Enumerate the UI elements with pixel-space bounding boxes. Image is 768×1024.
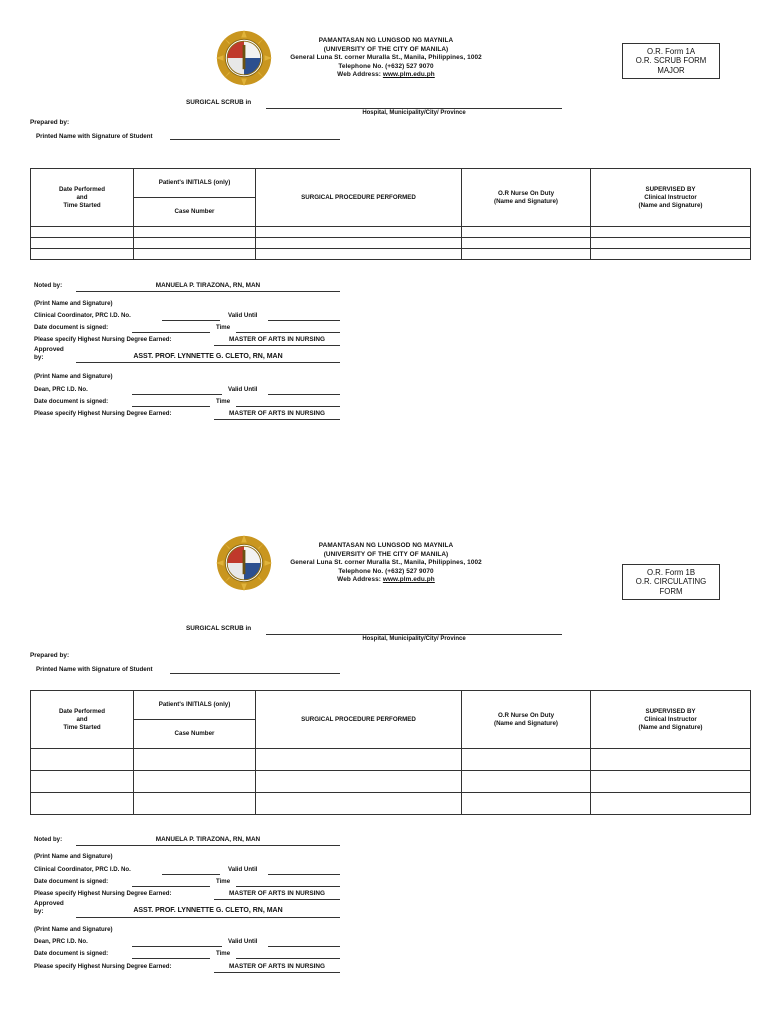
table-cell[interactable]	[591, 227, 751, 238]
approved-by-name: ASST. PROF. LYNNETTE G. CLETO, RN, MAN	[133, 907, 283, 914]
clinical-coordinator-label: Clinical Coordinator, PRC I.D. No.	[34, 866, 131, 873]
dean-degree-field[interactable]	[214, 972, 340, 973]
table-cell[interactable]	[31, 793, 134, 815]
web-url[interactable]: www.plm.edu.ph	[382, 576, 435, 584]
table-cell[interactable]	[462, 771, 591, 793]
table-cell[interactable]	[134, 749, 256, 771]
dean-time-field[interactable]	[236, 406, 340, 407]
surgical-scrub-label: SURGICAL SCRUB in	[186, 625, 252, 632]
table-row	[31, 249, 751, 260]
hospital-caption: Hospital, Municipality/City/ Province	[362, 110, 466, 116]
valid-until-label: Valid Until	[228, 312, 258, 319]
print-name-signature-label: (Print Name and Signature)	[34, 853, 113, 860]
case-number-header: Case Number	[134, 720, 256, 749]
university-telephone: Telephone No. (+632) 527 9070	[338, 567, 434, 575]
form-code-box	[622, 564, 720, 600]
noted-by-field[interactable]	[76, 291, 340, 292]
form-code-line2: O.R. CIRCULATING	[635, 577, 707, 587]
dean-prc-label: Dean, PRC I.D. No.	[34, 386, 88, 393]
table-cell[interactable]	[134, 227, 256, 238]
print-name-signature-label: (Print Name and Signature)	[34, 300, 113, 307]
coordinator-valid-until-field[interactable]	[268, 874, 340, 875]
table-cell[interactable]	[134, 793, 256, 815]
patient-initials-header: Patient's INITIALS (only)	[134, 169, 256, 198]
plm-seal-icon	[216, 30, 272, 86]
table-cell[interactable]	[134, 238, 256, 249]
degree-question-label: Please specify Highest Nursing Degree Earned:	[34, 890, 172, 897]
coordinator-time-field[interactable]	[236, 332, 340, 333]
table-cell[interactable]	[256, 238, 462, 249]
table-cell[interactable]	[256, 793, 462, 815]
table-cell[interactable]	[256, 227, 462, 238]
dean-prc-field[interactable]	[132, 946, 222, 947]
table-cell[interactable]	[31, 771, 134, 793]
time-label: Time	[216, 324, 231, 331]
table-cell[interactable]	[31, 249, 134, 260]
procedure-header: SURGICAL PROCEDURE PERFORMED	[256, 691, 462, 749]
dean-degree-value: MASTER OF ARTS IN NURSING	[229, 410, 325, 417]
approved-by-field[interactable]	[76, 917, 340, 918]
approved-by-name: ASST. PROF. LYNNETTE G. CLETO, RN, MAN	[133, 353, 283, 360]
date-signed-label: Date document is signed:	[34, 324, 109, 331]
web-url[interactable]: www.plm.edu.ph	[382, 71, 435, 79]
degree-field[interactable]	[214, 345, 340, 346]
noted-by-name: MANUELA P. TIRAZONA, RN, MAN	[155, 836, 261, 843]
form-code-line3: FORM	[659, 586, 683, 596]
student-signature-field[interactable]	[170, 139, 340, 140]
table-cell[interactable]	[591, 771, 751, 793]
dean-time-label: Time	[216, 398, 231, 405]
form-code-line1: O.R. Form 1A	[646, 47, 696, 56]
university-web	[276, 576, 496, 585]
noted-by-field[interactable]	[76, 845, 340, 846]
coordinator-time-field[interactable]	[236, 886, 340, 887]
table-cell[interactable]	[462, 249, 591, 260]
plm-seal-icon	[216, 535, 272, 591]
table-cell[interactable]	[256, 249, 462, 260]
table-row	[31, 238, 751, 249]
surgical-scrub-label: SURGICAL SCRUB in	[186, 99, 252, 106]
coordinator-date-field[interactable]	[132, 886, 210, 887]
procedure-table	[30, 168, 751, 260]
university-header	[276, 37, 496, 80]
table-row	[31, 227, 751, 238]
printed-name-label: Printed Name with Signature of Student	[36, 133, 153, 140]
table-cell[interactable]	[31, 238, 134, 249]
approved-by-field[interactable]	[76, 362, 340, 363]
dean-degree-question-label: Please specify Highest Nursing Degree Earned:	[34, 410, 172, 417]
supervised-by-header: SUPERVISED BY Clinical Instructor (Name and Signature)	[591, 169, 751, 227]
table-cell[interactable]	[591, 749, 751, 771]
university-name-tl: PAMANTASAN NG LUNGSOD NG MAYNILA	[318, 37, 454, 44]
form-code-box	[622, 43, 720, 79]
university-header	[276, 542, 496, 585]
prepared-by-label: Prepared by:	[30, 652, 70, 659]
table-row	[31, 771, 751, 793]
dean-prc-field[interactable]	[132, 394, 222, 395]
supervised-by-header: SUPERVISED BY Clinical Instructor (Name and Signature)	[591, 691, 751, 749]
table-cell[interactable]	[134, 771, 256, 793]
dean-print-name-label: (Print Name and Signature)	[34, 373, 113, 380]
procedure-table	[30, 690, 751, 815]
noted-by-label: Noted by:	[34, 836, 63, 843]
dean-valid-until-field[interactable]	[268, 394, 340, 395]
date-signed-label: Date document is signed:	[34, 878, 109, 885]
dean-date-field[interactable]	[132, 958, 210, 959]
degree-question-label: Please specify Highest Nursing Degree Earned:	[34, 336, 172, 343]
table-row	[31, 749, 751, 771]
table-cell[interactable]	[256, 749, 462, 771]
form-code-line3: MAJOR	[657, 65, 685, 75]
table-cell[interactable]	[462, 793, 591, 815]
case-number-header: Case Number	[134, 198, 256, 227]
dean-degree-question-label: Please specify Highest Nursing Degree Earned:	[34, 963, 172, 970]
patient-initials-header: Patient's INITIALS (only)	[134, 691, 256, 720]
approved-by-label: Approved by:	[34, 900, 64, 915]
printed-name-label: Printed Name with Signature of Student	[36, 666, 153, 673]
hospital-caption: Hospital, Municipality/City/ Province	[362, 636, 466, 642]
university-web	[276, 71, 496, 80]
table-cell[interactable]	[134, 249, 256, 260]
dean-degree-value: MASTER OF ARTS IN NURSING	[229, 963, 325, 970]
dean-valid-until-field[interactable]	[268, 946, 340, 947]
student-signature-field[interactable]	[170, 673, 340, 674]
dean-date-field[interactable]	[132, 406, 210, 407]
coordinator-date-field[interactable]	[132, 332, 210, 333]
table-cell[interactable]	[591, 238, 751, 249]
table-cell[interactable]	[591, 793, 751, 815]
coordinator-prc-field[interactable]	[162, 874, 220, 875]
hospital-field[interactable]	[266, 108, 562, 109]
university-name-tl: PAMANTASAN NG LUNGSOD NG MAYNILA	[318, 542, 454, 549]
dean-time-field[interactable]	[236, 958, 340, 959]
date-performed-header: Date Performed and Time Started	[31, 691, 134, 749]
table-cell[interactable]	[591, 249, 751, 260]
university-address: General Luna St. corner Muralla St., Manila, Philippines, 1002	[290, 559, 482, 567]
table-row	[31, 793, 751, 815]
coordinator-valid-until-field[interactable]	[268, 320, 340, 321]
degree-value: MASTER OF ARTS IN NURSING	[229, 336, 325, 343]
degree-value: MASTER OF ARTS IN NURSING	[229, 890, 325, 897]
procedure-header: SURGICAL PROCEDURE PERFORMED	[256, 169, 462, 227]
form-code-line1: O.R. Form 1B	[646, 568, 696, 577]
university-address: General Luna St. corner Muralla St., Manila, Philippines, 1002	[290, 54, 482, 62]
prepared-by-label: Prepared by:	[30, 119, 70, 126]
university-name-en: (UNIVERSITY OF THE CITY OF MANILA)	[323, 550, 449, 558]
dean-print-name-label: (Print Name and Signature)	[34, 926, 113, 933]
approved-by-label: Approved by:	[34, 346, 64, 361]
table-cell[interactable]	[462, 238, 591, 249]
dean-prc-label: Dean, PRC I.D. No.	[34, 938, 88, 945]
dean-valid-until-label: Valid Until	[228, 938, 258, 945]
dean-valid-until-label: Valid Until	[228, 386, 258, 393]
dean-date-signed-label: Date document is signed:	[34, 398, 109, 405]
form-code-line2: O.R. SCRUB FORM	[635, 56, 707, 66]
dean-date-signed-label: Date document is signed:	[34, 950, 109, 957]
nurse-on-duty-header: O.R Nurse On Duty (Name and Signature)	[462, 691, 591, 749]
time-label: Time	[216, 878, 231, 885]
table-cell[interactable]	[31, 227, 134, 238]
dean-degree-field[interactable]	[214, 419, 340, 420]
noted-by-name: MANUELA P. TIRAZONA, RN, MAN	[155, 282, 261, 289]
date-performed-header: Date Performed and Time Started	[31, 169, 134, 227]
web-label: Web Address:	[337, 71, 381, 79]
hospital-field[interactable]	[266, 634, 562, 635]
table-cell[interactable]	[256, 771, 462, 793]
table-cell[interactable]	[462, 227, 591, 238]
dean-time-label: Time	[216, 950, 231, 957]
web-label: Web Address:	[337, 576, 381, 584]
noted-by-label: Noted by:	[34, 282, 63, 289]
university-name-en: (UNIVERSITY OF THE CITY OF MANILA)	[323, 45, 449, 53]
valid-until-label: Valid Until	[228, 866, 258, 873]
university-telephone: Telephone No. (+632) 527 9070	[338, 62, 434, 70]
table-cell[interactable]	[31, 749, 134, 771]
degree-field[interactable]	[214, 899, 340, 900]
nurse-on-duty-header: O.R Nurse On Duty (Name and Signature)	[462, 169, 591, 227]
coordinator-prc-field[interactable]	[162, 320, 220, 321]
table-cell[interactable]	[462, 749, 591, 771]
clinical-coordinator-label: Clinical Coordinator, PRC I.D. No.	[34, 312, 131, 319]
form-1b	[0, 505, 768, 1017]
